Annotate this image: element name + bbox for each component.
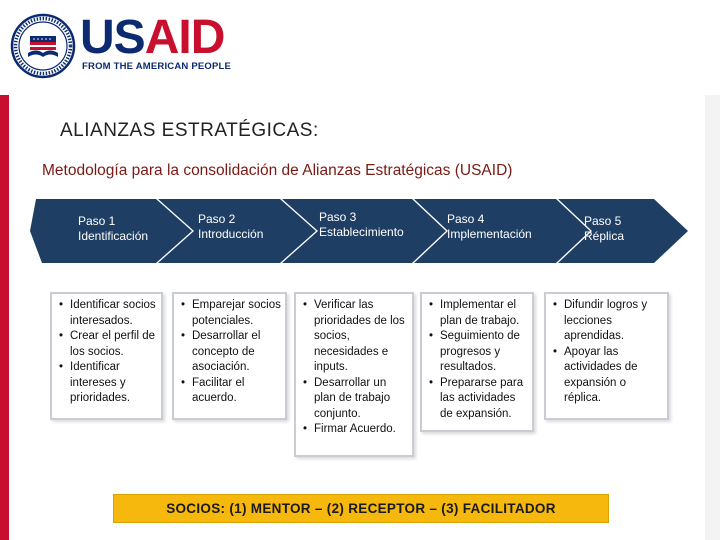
step-1-item: • Identificar intereses y prioridades. — [58, 360, 157, 407]
step-3-name: Paso 3 — [319, 210, 357, 224]
logo-tagline: FROM THE AMERICAN PEOPLE — [82, 61, 232, 72]
step-2-title — [198, 212, 263, 242]
step-3-item: • Verificar las prioridades de los socios, necesidades e inputs. — [302, 298, 408, 376]
step-4-label: Implementación — [447, 227, 532, 241]
step-1-item: • Crear el perfil de los socios. — [58, 329, 157, 360]
step-5-item: • Apoyar las actividades de expansión o réplica. — [552, 345, 663, 407]
slide-subtitle: Metodología para la consolidación de Alianzas Estratégicas (USAID) — [42, 162, 513, 179]
step-4-item: • Prepararse para las actividades de expansión. — [428, 376, 528, 423]
step-4-item: • Implementar el plan de trabajo. — [428, 298, 528, 329]
step-2-name: Paso 2 — [198, 212, 236, 226]
step-4-box — [420, 292, 534, 432]
step-3-label: Establecimiento — [319, 225, 404, 239]
step-2-label: Introducción — [198, 227, 264, 241]
usaid-seal-icon — [10, 13, 76, 79]
step-5-box — [544, 292, 669, 420]
logo-us-text: US — [80, 11, 145, 64]
step-1-name: Paso 1 — [78, 214, 116, 228]
step-5-name: Paso 5 — [584, 214, 622, 228]
step-2-item: • Desarrollar el concepto de asociación. — [180, 329, 281, 376]
step-5-item: • Difundir logros y lecciones aprendidas. — [552, 298, 663, 345]
step-3-item: • Desarrollar un plan de trabajo conjunto. — [302, 376, 408, 423]
step-1-box — [50, 292, 163, 420]
right-margin-bar — [705, 95, 720, 540]
usaid-logo — [80, 11, 225, 64]
step-1-label: Identificación — [78, 229, 149, 243]
socios-banner: SOCIOS: (1) MENTOR – (2) RECEPTOR – (3) FACILITADOR — [113, 494, 609, 523]
step-5-label: Réplica — [584, 229, 625, 243]
step-3-box — [294, 292, 414, 457]
step-4-title — [447, 212, 532, 242]
step-1-title — [78, 214, 148, 244]
step-2-item: • Emparejar socios potenciales. — [180, 298, 281, 329]
step-2-item: • Facilitar el acuerdo. — [180, 376, 281, 407]
step-4-item: • Seguimiento de progresos y resultados. — [428, 329, 528, 376]
step-4-name: Paso 4 — [447, 212, 485, 226]
slide-title: ALIANZAS ESTRATÉGICAS: — [60, 120, 319, 141]
step-2-box — [172, 292, 287, 420]
header — [0, 0, 720, 90]
step-3-item: • Firmar Acuerdo. — [302, 422, 408, 438]
left-accent-bar — [0, 95, 9, 540]
logo-aid-text: AID — [144, 11, 225, 64]
step-5-title — [584, 214, 624, 244]
step-1-item: • Identificar socios interesados. — [58, 298, 157, 329]
step-3-title — [319, 210, 404, 240]
